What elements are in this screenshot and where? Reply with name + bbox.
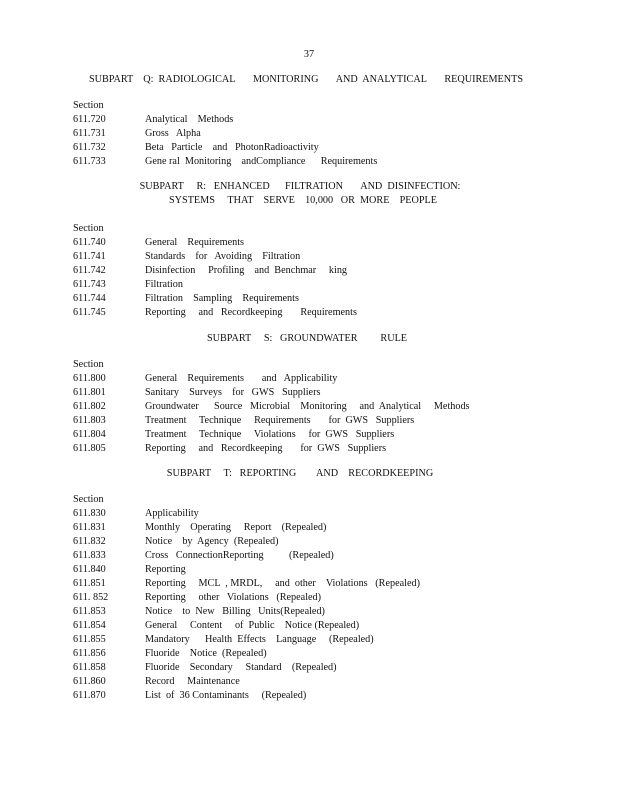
section-title: Treatment Technique Requirements for GWS Suppliers: [145, 415, 415, 426]
subpart-t-heading: SUBPART T: REPORTING AND RECORDKEEPING: [166, 468, 434, 479]
section-label: Section: [73, 100, 104, 111]
section-title: Fluoride Secondary Standard (Repealed): [145, 662, 337, 673]
list-item: [73, 521, 593, 535]
section-title: Treatment Technique Violations for GWS Suppliers: [145, 429, 395, 440]
section-number: 611. 852: [73, 592, 109, 603]
list-item: [73, 619, 593, 633]
section-title: Applicability: [145, 508, 199, 519]
subpart-r-heading-line2: SYSTEMS THAT SERVE 10,000 OR MORE PEOPLE: [169, 195, 437, 206]
section-title: Filtration Sampling Requirements: [145, 293, 299, 304]
section-number: 611.840: [73, 564, 106, 575]
list-item: [73, 633, 593, 647]
list-item: [73, 647, 593, 661]
list-item: [73, 661, 593, 675]
list-item: [73, 236, 593, 250]
section-number: 611.732: [73, 142, 106, 153]
list-item: [73, 306, 593, 320]
section-number: 611.832: [73, 536, 106, 547]
section-title: Disinfection Profiling and Benchmar king: [145, 265, 348, 276]
section-number: 611.858: [73, 662, 106, 673]
list-item: [73, 535, 593, 549]
section-number: 611.743: [73, 279, 106, 290]
section-number: 611.870: [73, 690, 106, 701]
section-title: Record Maintenance: [145, 676, 240, 687]
section-title: Reporting other Violations (Repealed): [145, 592, 322, 603]
section-title: Reporting MCL , MRDL, and other Violations (Repealed): [145, 578, 420, 589]
section-number: 611.853: [73, 606, 106, 617]
section-number: 611.740: [73, 237, 106, 248]
list-item: [73, 113, 593, 127]
section-title: Gross Alpha: [145, 128, 201, 139]
list-item: [73, 141, 593, 155]
section-number: 611.804: [73, 429, 106, 440]
section-title: Sanitary Surveys for GWS Suppliers: [145, 387, 321, 398]
section-number: 611.731: [73, 128, 106, 139]
section-title: Cross ConnectionReporting (Repealed): [145, 550, 334, 561]
section-title: General Requirements: [145, 237, 245, 248]
list-item: [73, 563, 593, 577]
section-number: 611.742: [73, 265, 106, 276]
list-item: [73, 577, 593, 591]
section-number: 611.831: [73, 522, 106, 533]
list-item: [73, 414, 593, 428]
section-title: List of 36 Contaminants (Repealed): [145, 690, 307, 701]
section-number: 611.733: [73, 156, 106, 167]
section-title: Notice to New Billing Units(Repealed): [145, 606, 325, 617]
section-number: 611.745: [73, 307, 106, 318]
section-number: 611.851: [73, 578, 106, 589]
section-number: 611.802: [73, 401, 106, 412]
section-number: 611.805: [73, 443, 106, 454]
section-number: 611.720: [73, 114, 106, 125]
list-item: [73, 605, 593, 619]
subpart-t-section-list: [73, 493, 593, 703]
section-title: Beta Particle and PhotonRadioactivity: [145, 142, 319, 153]
list-item: [73, 250, 593, 264]
section-title: Filtration: [145, 279, 183, 290]
list-item: [73, 675, 593, 689]
section-number: 611.744: [73, 293, 106, 304]
section-number: 611.854: [73, 620, 106, 631]
section-title: Standards for Avoiding Filtration: [145, 251, 301, 262]
section-title: Analytical Methods: [145, 114, 234, 125]
list-item: [73, 155, 593, 169]
section-label: Section: [73, 223, 104, 234]
section-title: Notice by Agency (Repealed): [145, 536, 279, 547]
list-item: [73, 127, 593, 141]
list-item: [73, 428, 593, 442]
subpart-s-section-list: [73, 358, 593, 456]
section-title: General Content of Public Notice (Repealed): [145, 620, 360, 631]
section-title: Mandatory Health Effects Language (Repealed): [145, 634, 374, 645]
section-title: Gene ral Monitoring andCompliance Requirements: [145, 156, 378, 167]
list-item: [73, 386, 593, 400]
list-item: [73, 292, 593, 306]
section-label: Section: [73, 494, 104, 505]
list-item: [73, 591, 593, 605]
list-item: [73, 442, 593, 456]
section-number: 611.833: [73, 550, 106, 561]
section-number: 611.856: [73, 648, 106, 659]
list-item: [73, 264, 593, 278]
list-item: [73, 400, 593, 414]
subpart-r-section-list: [73, 222, 593, 320]
section-title: Reporting: [145, 564, 186, 575]
section-number: 611.801: [73, 387, 106, 398]
subpart-r-heading-line1: SUBPART R: ENHANCED FILTRATION AND DISINFECTION:: [139, 181, 461, 192]
section-number: 611.830: [73, 508, 106, 519]
section-number: 611.803: [73, 415, 106, 426]
section-title: Groundwater Source Microbial Monitoring and Analytical Methods: [145, 401, 470, 412]
list-item: [73, 507, 593, 521]
list-item: [73, 689, 593, 703]
section-title: Fluoride Notice (Repealed): [145, 648, 267, 659]
section-number: 611.800: [73, 373, 106, 384]
section-title: General Requirements and Applicability: [145, 373, 338, 384]
subpart-q-section-list: [73, 99, 593, 169]
page-number: 37: [303, 49, 315, 60]
section-title: Reporting and Recordkeeping for GWS Suppliers: [145, 443, 387, 454]
section-number: 611.741: [73, 251, 106, 262]
subpart-q-heading: SUBPART Q: RADIOLOGICAL MONITORING AND ANALYTICAL REQUIREMENTS: [88, 74, 524, 85]
subpart-s-heading: SUBPART S: GROUNDWATER RULE: [206, 333, 408, 344]
section-title: Monthly Operating Report (Repealed): [145, 522, 327, 533]
section-number: 611.860: [73, 676, 106, 687]
section-title: Reporting and Recordkeeping Requirements: [145, 307, 357, 318]
section-label: Section: [73, 359, 104, 370]
section-number: 611.855: [73, 634, 106, 645]
list-item: [73, 278, 593, 292]
list-item: [73, 372, 593, 386]
list-item: [73, 549, 593, 563]
